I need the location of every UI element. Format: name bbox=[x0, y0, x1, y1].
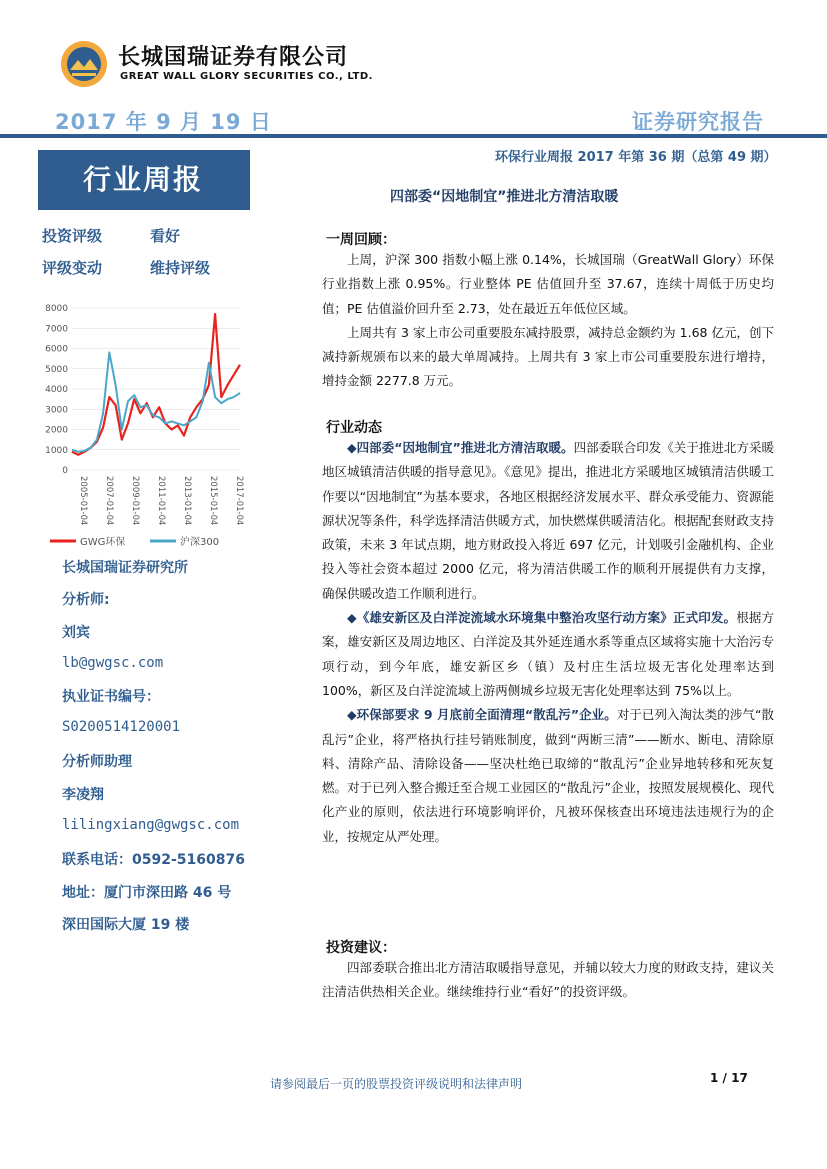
news-item-1-lead: ◆四部委“因地制宜”推进北方清洁取暖。 bbox=[347, 440, 574, 455]
address-line-1: 地址：厦门市深田路 46 号 bbox=[62, 885, 232, 901]
news-item-3-lead: ◆环保部要求 9 月底前全面清理“散乱污”企业。 bbox=[347, 707, 617, 723]
x-tick-label: 2009-01-04 bbox=[130, 476, 140, 526]
legend-label: 沪深300 bbox=[180, 537, 220, 548]
analyst-email[interactable]: lb@gwgsc.com bbox=[62, 655, 164, 671]
contact-phone: 联系电话：0592-5160876 bbox=[62, 852, 245, 868]
report-date: 2017 年 9 月 19 日 bbox=[55, 110, 272, 134]
company-logo-icon bbox=[60, 40, 108, 88]
address-line-2: 深田国际大厦 19 楼 bbox=[62, 917, 190, 933]
issue-line: 环保行业周报 2017 年第 36 期（总第 49 期） bbox=[495, 150, 777, 165]
investment-rating-value: 看好 bbox=[150, 227, 181, 245]
investment-advice-heading: 投资建议： bbox=[326, 940, 396, 956]
assistant-name: 李凌翔 bbox=[62, 787, 104, 803]
investment-advice-paragraph: 四部委联合推出北方清洁取暖指导意见，并辅以较大力度的财政支持，建议关注清洁供热相关企业。继续维持行业“看好”的投资评级。 bbox=[322, 960, 774, 1000]
company-name-en: GREAT WALL GLORY SECURITIES CO., LTD. bbox=[120, 71, 373, 82]
x-tick-label: 2011-01-04 bbox=[156, 476, 166, 526]
report-title: 四部委“因地制宜”推进北方清洁取暖 bbox=[390, 189, 619, 205]
news-item-2-body: 根据方案，雄安新区及周边地区、白洋淀及其外延连通水系等重点区域将实施十大治污专项行动，到今年底，雄安新区乡（镇）及村庄生活垃圾无害化处理率达到 100%，新区及白洋淀流域上游两侧城乡垃圾无害化处理率达到 75%以上。 bbox=[322, 610, 774, 698]
y-tick-label: 2000 bbox=[45, 425, 68, 436]
investment-rating-label: 投资评级 bbox=[42, 227, 103, 245]
y-tick-label: 0 bbox=[62, 466, 68, 476]
industry-news-body bbox=[322, 436, 774, 849]
report-type: 证券研究报告 bbox=[632, 110, 764, 134]
assistant-email[interactable]: lilingxiang@gwgsc.com bbox=[62, 817, 240, 833]
header-divider bbox=[0, 134, 827, 138]
assistant-label: 分析师助理 bbox=[62, 754, 132, 770]
footer-disclaimer: 请参阅最后一页的股票投资评级说明和法律声明 bbox=[270, 1077, 523, 1091]
industry-news-heading: 行业动态 bbox=[326, 420, 382, 436]
series-line-gwg bbox=[72, 314, 240, 455]
series-line-hs300 bbox=[72, 353, 240, 452]
investment-advice-body bbox=[322, 956, 774, 1005]
weekly-review-heading: 一周回顾： bbox=[326, 232, 396, 248]
news-item-2 bbox=[322, 606, 774, 703]
report-tag: 行业周报 bbox=[82, 163, 203, 196]
analyst-name: 刘宾 bbox=[62, 625, 90, 641]
y-tick-label: 8000 bbox=[45, 304, 68, 314]
y-tick-label: 6000 bbox=[45, 344, 68, 355]
y-tick-label: 5000 bbox=[45, 364, 68, 375]
news-item-1 bbox=[322, 436, 774, 606]
rating-change-label: 评级变动 bbox=[42, 259, 103, 277]
y-tick-label: 4000 bbox=[45, 385, 68, 395]
news-item-1-body: 四部委联合印发《关于推进北方采暖地区城镇清洁供暖的指导意见》。《意见》提出，推进北方采暖地区城镇清洁供暖工作要以“因地制宜”为基本要求，各地区根据经济发展水平、群众承受能力、资源能源状况等条件，科学选择清洁供暖方式，加快燃煤供暖清洁化。根据配套财政支持政策，未来 3 年试点期，地方财政投入将近 697 亿元，计划吸引金融机构、企业投入等社会资本超过 2000 亿元，将为清洁供暖工作的顺利开展提供有力支撑，确保供暖改造工作顺利进行。 bbox=[322, 440, 774, 601]
y-tick-label: 1000 bbox=[45, 445, 68, 456]
analyst-label: 分析师: bbox=[62, 592, 110, 608]
weekly-review-paragraph-1: 上周，沪深 300 指数小幅上涨 0.14%，长城国瑞（GreatWall Glory）环保行业指数上涨 0.95%。行业整体 PE 估值回升至 37.67，连续十周低于历史均值；PE 估值溢价回升至 2.73，处在最近五年低位区域。 bbox=[322, 252, 774, 316]
research-institute: 长城国瑞证券研究所 bbox=[62, 560, 188, 576]
x-tick-label: 2013-01-04 bbox=[182, 476, 192, 526]
y-tick-label: 3000 bbox=[45, 405, 68, 416]
news-item-2-lead: ◆《雄安新区及白洋淀流域水环境集中整治攻坚行动方案》正式印发。 bbox=[347, 610, 737, 626]
index-line-chart bbox=[38, 298, 248, 553]
cert-label: 执业证书编号： bbox=[62, 689, 160, 705]
y-tick-label: 7000 bbox=[45, 324, 68, 335]
company-name-cn: 长城国瑞证券有限公司 bbox=[118, 45, 349, 70]
x-tick-label: 2015-01-04 bbox=[208, 476, 218, 526]
weekly-review-body bbox=[322, 248, 774, 394]
legend-label: GWG环保 bbox=[80, 537, 126, 548]
weekly-review-paragraph-2: 上周共有 3 家上市公司重要股东减持股票，减持总金额约为 1.68 亿元，创下减持新规颁布以来的最大单周减持。上周共有 3 家上市公司重要股东进行增持，增持金额 2277.8 万元。 bbox=[322, 324, 774, 389]
cert-number: S0200514120001 bbox=[62, 719, 181, 735]
news-item-3 bbox=[322, 703, 774, 849]
news-item-3-body: 对于已列入淘汰类的涉气“散乱污”企业，将严格执行挂号销账制度，做到“两断三清”——断水、断电、清除原料、清除产品、清除设备——坚决杜绝已取缔的“散乱污”企业异地转移和死灰复燃。对于已列入整合搬迁至合规工业园区的“散乱污”企业，按照发展规模化、现代化产业的原则，依法进行环境影响评价，凡被环保核查出环境违法违规行为的企业，按规定从严处理。 bbox=[322, 707, 774, 844]
x-tick-label: 2017-01-04 bbox=[234, 476, 244, 526]
x-tick-label: 2007-01-04 bbox=[104, 476, 114, 526]
page-number: 1 / 17 bbox=[710, 1071, 748, 1085]
x-tick-label: 2005-01-04 bbox=[78, 476, 88, 526]
rating-change-value: 维持评级 bbox=[150, 259, 211, 277]
